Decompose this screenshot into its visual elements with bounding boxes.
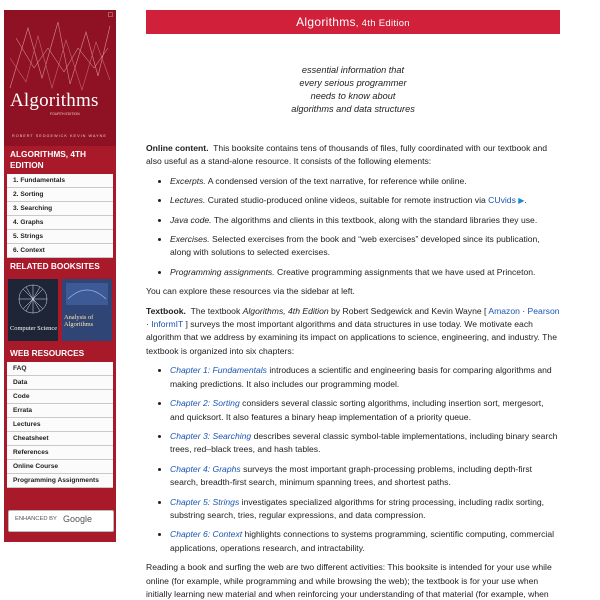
list-item: • Programming assignments. Creative programming assignments that we have used at Princeton. bbox=[170, 266, 560, 279]
web-resources-heading: WEB RESOURCES bbox=[10, 348, 85, 358]
cuvids-link[interactable]: CUvids bbox=[488, 195, 516, 206]
closing-paragraph: Reading a book and surfing the web are two different activities: This booksite is intended for your use while online (for example, while programming and while browsing the web); the textbook is for your use when initially learning new material and when reinforcing your understanding of that material (for example, when bbox=[146, 562, 552, 599]
cover-authors: ROBERT SEDGEWICK KEVIN WAYNE bbox=[12, 134, 107, 138]
main-content bbox=[146, 142, 560, 600]
book-cover[interactable] bbox=[4, 10, 116, 146]
page-title: Algorithms, 4th Edition bbox=[146, 10, 560, 34]
list-item: • Chapter 4: Graphs surveys the most important graph-processing problems, including depth-first search, breadth-first search, minimum spanning trees, and shortest paths. bbox=[170, 463, 560, 490]
sidebar-item-references[interactable]: References bbox=[7, 446, 113, 460]
list-item: • Chapter 3: Searching describes several classic symbol-table implementations, including binary search trees, red–black trees, and hash tables. bbox=[170, 430, 560, 457]
play-icon: ▶ bbox=[518, 196, 525, 206]
list-item: • Exercises. Selected exercises from the book and “web exercises” developed since its publication, along with solutions to selected exercises. bbox=[170, 233, 560, 260]
chapter-link[interactable]: Chapter 6: Context bbox=[170, 529, 243, 540]
chapter-link[interactable]: Chapter 3: Searching bbox=[170, 430, 252, 441]
chapters-list bbox=[146, 364, 560, 555]
elements-list bbox=[146, 175, 560, 279]
chapter-link[interactable]: Chapter 4: Graphs bbox=[170, 463, 241, 474]
sidebar-item-online-course[interactable]: Online Course bbox=[7, 460, 113, 474]
sidebar-item-data[interactable]: Data bbox=[7, 376, 113, 390]
sidebar-item-context[interactable]: 6. Context bbox=[7, 244, 113, 258]
book-title: Analysis of Algorithms bbox=[64, 314, 94, 329]
sidebar-item-strings[interactable]: 5. Strings bbox=[7, 230, 113, 244]
list-item: • Chapter 1: Fundamentals introduces a scientific and engineering basis for comparing algorithms and making predictions. It also includes our programming model. bbox=[170, 364, 560, 391]
chapter-link[interactable]: Chapter 2: Sorting bbox=[170, 398, 240, 409]
cover-title: Algorithms bbox=[10, 90, 99, 111]
sidebar-item-lectures[interactable]: Lectures bbox=[7, 418, 113, 432]
list-item: • Chapter 5: Strings investigates specialized algorithms for string processing, including radix sorting, substring search, tries, regular expressions, and data compression. bbox=[170, 496, 560, 523]
amazon-link[interactable]: Amazon bbox=[488, 305, 520, 316]
cover-art-lines bbox=[8, 18, 112, 94]
search-input[interactable] bbox=[8, 510, 114, 532]
informit-link[interactable]: InformIT bbox=[151, 319, 184, 330]
intro-paragraph: Online content. This booksite contains tens of thousands of files, fully coordinated with our textbook and also useful as a stand-alone resource. It consists of the following elements: bbox=[146, 143, 548, 167]
chapter-menu bbox=[7, 174, 113, 258]
list-item: • Chapter 2: Sorting considers several classic sorting algorithms, including insertion sort, mergesort, and quicksort. It also features a binary heap implementation of a priority queue. bbox=[170, 397, 560, 424]
sidebar-item-code[interactable]: Code bbox=[7, 390, 113, 404]
cover-subtitle: FOURTH EDITION bbox=[50, 112, 80, 116]
search-label: ENHANCED BY bbox=[15, 516, 57, 522]
sidebar-item-graphs[interactable]: 4. Graphs bbox=[7, 216, 113, 230]
explore-text: You can explore these resources via the sidebar at left. bbox=[146, 286, 355, 297]
web-resources-menu bbox=[7, 362, 113, 488]
textbook-paragraph: Textbook. The textbook Algorithms, 4th Edition by Robert Sedgewick and Kevin Wayne [ Amazon · Pearson · InformIT ] surveys the most important algorithms and data structures in use today. We motivate each algorithm that we address by examining its impact on applications to science, engineering, and industry. The textbook is organized into six chapters: bbox=[146, 305, 560, 356]
chapter-link[interactable]: Chapter 1: Fundamentals bbox=[170, 365, 267, 376]
google-logo: Google bbox=[63, 514, 93, 524]
chapter-link[interactable]: Chapter 5: Strings bbox=[170, 496, 240, 507]
sidebar-item-searching[interactable]: 3. Searching bbox=[7, 202, 113, 216]
book-computer-science[interactable] bbox=[8, 279, 58, 341]
sidebar-item-errata[interactable]: Errata bbox=[7, 404, 113, 418]
sidebar-item-programming-assignments[interactable]: Programming Assignments bbox=[7, 474, 113, 488]
book-analysis-of-algorithms[interactable] bbox=[62, 279, 112, 341]
book-cover-art bbox=[8, 279, 58, 319]
sidebar-item-cheatsheet[interactable]: Cheatsheet bbox=[7, 432, 113, 446]
book-cover-art bbox=[62, 279, 112, 309]
book-title: Computer Science bbox=[10, 325, 58, 333]
sidebar-item-faq[interactable]: FAQ bbox=[7, 362, 113, 376]
sidebar-item-sorting[interactable]: 2. Sorting bbox=[7, 188, 113, 202]
pearson-link[interactable]: Pearson bbox=[527, 305, 560, 316]
tagline: essential information that every serious programmer needs to know about algorithms and data structures bbox=[291, 65, 415, 114]
sidebar-item-fundamentals[interactable]: 1. Fundamentals bbox=[7, 174, 113, 188]
list-item: • Java code. The algorithms and clients in this textbook, along with the standard libraries they use. bbox=[170, 214, 560, 227]
related-booksites-heading: RELATED BOOKSITES bbox=[10, 261, 100, 271]
list-item: • Lectures. Curated studio-produced online videos, suitable for remote instruction via CUvids ▶. bbox=[170, 194, 560, 207]
list-item: • Chapter 6: Context highlights connections to systems programming, scientific computing, commercial applications, operations research, and intractability. bbox=[170, 528, 560, 555]
related-booksites bbox=[4, 275, 116, 345]
list-item: • Excerpts. A condensed version of the text narrative, for reference while online. bbox=[170, 175, 560, 188]
sidebar-heading: ALGORITHMS, 4TH EDITION bbox=[10, 149, 87, 170]
sidebar bbox=[4, 10, 116, 542]
